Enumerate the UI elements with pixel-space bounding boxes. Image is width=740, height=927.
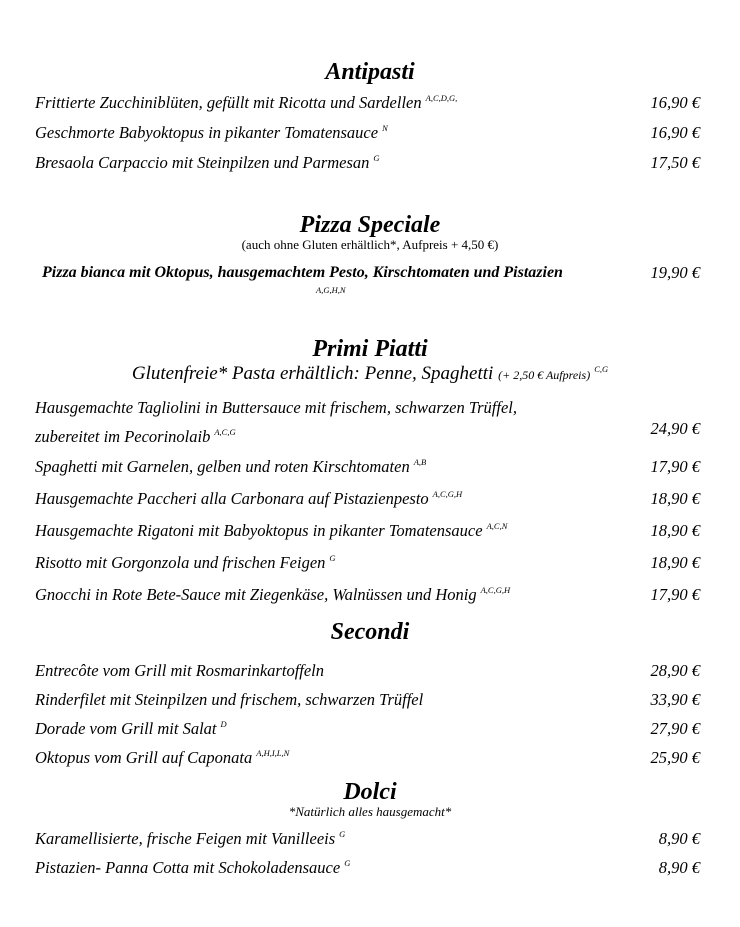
item-name: Gnocchi in Rote Bete-Sauce mit Ziegenkäse, Walnüssen und Honig [35, 585, 477, 604]
note-surcharge: (+ 2,50 € Aufpreis) [498, 368, 591, 382]
allergen-codes: A,C,G [214, 427, 236, 437]
item-name: Entrecôte vom Grill mit Rosmarinkartoffeln [35, 661, 325, 680]
menu-item [35, 689, 595, 711]
item-name: Spaghetti mit Garnelen, gelben und roten Kirschtomaten [35, 457, 410, 476]
menu-item [42, 262, 642, 284]
menu-item [35, 152, 595, 174]
item-price: 17,90 € [650, 585, 700, 604]
menu-item [35, 92, 595, 114]
note-main: Glutenfreie* Pasta erhältlich: Penne, Spaghetti [131, 363, 494, 384]
item-price: 18,90 € [650, 553, 700, 572]
menu-item [35, 584, 595, 606]
menu-item [35, 718, 595, 740]
allergen-codes: D [220, 719, 227, 729]
allergen-codes: G [329, 553, 336, 563]
item-price: 27,90 € [650, 719, 700, 738]
item-name: Hausgemachte Tagliolini in Buttersauce mit frischem, schwarzen Trüffel, [35, 398, 517, 417]
menu-item [35, 122, 595, 144]
item-name: Rinderfilet mit Steinpilzen und frischem, schwarzen Trüffel [35, 690, 424, 709]
allergen-codes: A,C,G,H [432, 489, 463, 499]
item-price: 25,90 € [650, 748, 700, 767]
item-price: 28,90 € [650, 661, 700, 680]
menu-item [35, 857, 595, 879]
item-name: Karamellisierte, frische Feigen mit Vanilleeis [35, 829, 336, 848]
allergen-codes: A,G,H,N [316, 285, 346, 295]
item-price: 17,50 € [650, 153, 700, 172]
section-note-primi [0, 363, 740, 386]
item-price: 8,90 € [658, 829, 700, 848]
section-note-dolci: *Natürlich alles hausgemacht* [288, 804, 452, 819]
allergen-codes: G [373, 153, 380, 163]
allergen-codes: A,C,G,H [480, 585, 511, 595]
allergen-codes: C,G [594, 364, 609, 374]
item-name-line2: zubereitet im Pecorinolaib [35, 427, 211, 446]
item-name: Risotto mit Gorgonzola und frischen Feigen [35, 553, 326, 572]
item-price: 8,90 € [658, 858, 700, 877]
menu-item [35, 488, 595, 510]
item-name: Dorade vom Grill mit Salat [35, 719, 217, 738]
allergen-codes: G [339, 829, 346, 839]
item-name: Frittierte Zucchiniblüten, gefüllt mit Ricotta und Sardellen [35, 93, 422, 112]
item-name: Pizza bianca mit Oktopus, hausgemachtem Pesto, Kirschtomaten und Pistazien [42, 264, 563, 281]
item-name: Pistazien- Panna Cotta mit Schokoladensauce [35, 858, 341, 877]
item-name: Oktopus vom Grill auf Caponata [35, 748, 253, 767]
section-title-dolci: Dolci [343, 779, 397, 805]
menu-item-continued [35, 426, 595, 448]
allergen-codes: G [344, 858, 351, 868]
item-price: 33,90 € [650, 690, 700, 709]
item-name: Hausgemachte Rigatoni mit Babyoktopus in pikanter Tomatensauce [35, 521, 483, 540]
section-title-pizza: Pizza Speciale [299, 212, 441, 238]
allergen-codes: A,C,N [486, 521, 508, 531]
item-price: 16,90 € [650, 93, 700, 112]
menu-item [35, 456, 595, 478]
item-price: 19,90 € [650, 263, 700, 282]
item-price: 18,90 € [650, 489, 700, 508]
item-price: 16,90 € [650, 123, 700, 142]
menu-item [35, 397, 595, 419]
allergen-codes: A,B [413, 457, 427, 467]
menu-item [35, 552, 595, 574]
menu-item [35, 520, 595, 542]
item-price: 17,90 € [650, 457, 700, 476]
menu-item [35, 747, 595, 769]
item-name: Hausgemachte Paccheri alla Carbonara auf Pistazienpesto [35, 489, 429, 508]
item-name: Geschmorte Babyoktopus in pikanter Tomatensauce [35, 123, 379, 142]
item-price: 18,90 € [650, 521, 700, 540]
section-note-pizza: (auch ohne Gluten erhältlich*, Aufpreis + 4,50 €) [241, 237, 499, 252]
allergen-codes: A,H,I,L,N [256, 748, 290, 758]
allergen-codes: N [382, 123, 388, 133]
section-title-antipasti: Antipasti [325, 59, 415, 85]
section-title-secondi: Secondi [330, 619, 410, 645]
allergen-codes: A,C,D,G, [425, 93, 458, 103]
section-title-primi: Primi Piatti [312, 336, 428, 362]
item-price: 24,90 € [650, 419, 700, 438]
menu-item [35, 828, 595, 850]
menu-item [35, 660, 595, 682]
item-name: Bresaola Carpaccio mit Steinpilzen und Parmesan [35, 153, 370, 172]
